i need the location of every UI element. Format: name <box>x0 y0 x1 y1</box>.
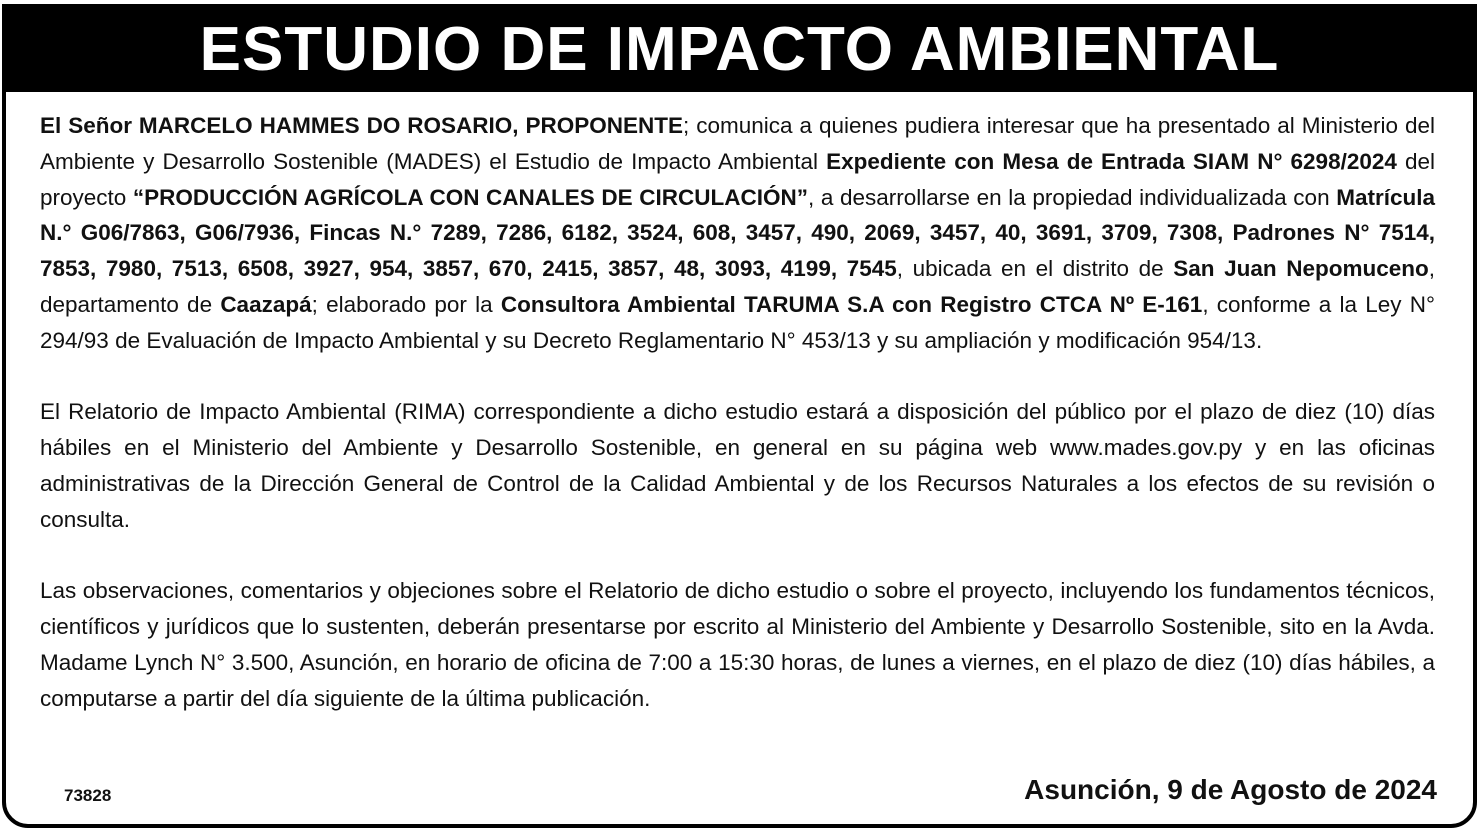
place-and-date: Asunción, 9 de Agosto de 2024 <box>1024 774 1437 805</box>
bold-text-run: “PRODUCCIÓN AGRÍCOLA CON CANALES DE CIRCULACIÓN” <box>132 184 809 210</box>
text-run: , conforme a la Ley N° 294/93 de Evaluación de Impacto Ambiental y su Decreto Reglamentario N° 453/13 y su ampliación y modificación 954/13. <box>40 291 1435 353</box>
bold-text-run: Expediente con Mesa de Entrada SIAM N° 6298/2024 <box>826 148 1397 174</box>
text-run: ; comunica a quienes pudiera interesar que ha presentado al Ministerio del Ambiente y Desarrollo Sostenible (MADES) el Estudio de Impacto Ambiental <box>40 113 1435 174</box>
text-run: Las observaciones, comentarios y objeciones sobre el Relatorio de dicho estudio o sobre el proyecto, incluyendo los fundamentos técnicos, científicos y jurídicos que lo sustenten, deberán presentarse por escrito al Ministerio del Ambiente y Desarrollo Sostenible, sito en la Avda. Madame Lynch N° 3.500, Asunción, en horario de oficina de 7:00 a 15:30 horas, de lunes a viernes, en el plazo de diez (10) días hábiles, a computarse a partir del día siguiente de la última publicación. <box>40 578 1435 711</box>
text-run: , a desarrollarse en la propiedad individualizada con <box>808 184 1337 210</box>
notice-body <box>40 108 1435 717</box>
bold-text-run: San Juan Nepomuceno <box>1173 256 1429 282</box>
bold-text-run: Matrícula N.° G06/7863, G06/7936, Fincas N.° 7289, 7286, 6182, 3524, 608, 3457, 490, 2069, 3457, 40, 3691, 3709, 7308, Padrones N° 7514, 7853, 7980, 7513, 6508, 3927, 954, 3857, 670, 2415, 3857, 48, 3093, 4199, 7545 <box>40 184 1435 282</box>
reference-code: 73828 <box>64 786 112 805</box>
notice-title: ESTUDIO DE IMPACTO AMBIENTAL <box>199 15 1280 84</box>
text-run: , ubicada en el distrito de <box>896 256 1174 282</box>
notice-header <box>6 8 1473 92</box>
notice-box <box>2 4 1477 828</box>
paragraph-declaration <box>40 108 1435 359</box>
text-run: del proyecto <box>40 148 1436 210</box>
paragraph-observations <box>40 573 1435 716</box>
bold-text-run: Caazapá <box>220 291 312 317</box>
text-run: ; elaborado por la <box>311 291 501 317</box>
text-run: El Relatorio de Impacto Ambiental (RIMA) correspondiente a dicho estudio estará a disposición del público por el plazo de diez (10) días hábiles en el Ministerio del Ambiente y Desarrollo Sostenible, en general en su página web www.mades.gov.py y en las oficinas administrativas de la Dirección General de Control de la Calidad Ambiental y de los Recursos Naturales a los efectos de su revisión o consulta. <box>40 399 1435 532</box>
bold-text-run: El Señor MARCELO HAMMES DO ROSARIO, PROPONENTE <box>40 113 684 138</box>
bold-text-run: Consultora Ambiental TARUMA S.A con Registro CTCA Nº E-161 <box>500 291 1203 317</box>
paragraph-rima-availability <box>40 394 1435 537</box>
text-run: , departamento de <box>40 256 1436 317</box>
